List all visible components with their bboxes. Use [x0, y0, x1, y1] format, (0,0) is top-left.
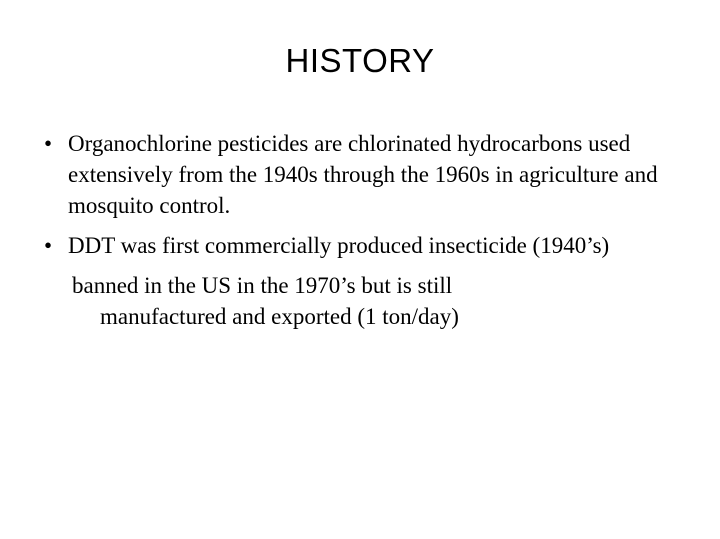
- list-item-text: Organochlorine pesticides are chlorinated hydrocarbons used extensively from the 1940s through the 1960s in agriculture and mosquito control.: [68, 131, 658, 218]
- list-item: [38, 128, 678, 221]
- bullet-dot-icon: •: [44, 131, 53, 156]
- page-title: HISTORY: [285, 42, 435, 79]
- list-item-text: DDT was first commercially produced insecticide (1940’s): [68, 233, 610, 258]
- bullet-list: [38, 128, 678, 261]
- sub-paragraph-line-1: banned in the US in the 1970’s but is still: [72, 273, 453, 298]
- sub-paragraph-line-2: manufactured and exported (1 ton/day): [100, 304, 459, 329]
- bullet-dot-icon: •: [44, 233, 53, 258]
- list-item: [38, 230, 678, 261]
- slide-body: [38, 128, 678, 332]
- sub-paragraph: [72, 270, 678, 332]
